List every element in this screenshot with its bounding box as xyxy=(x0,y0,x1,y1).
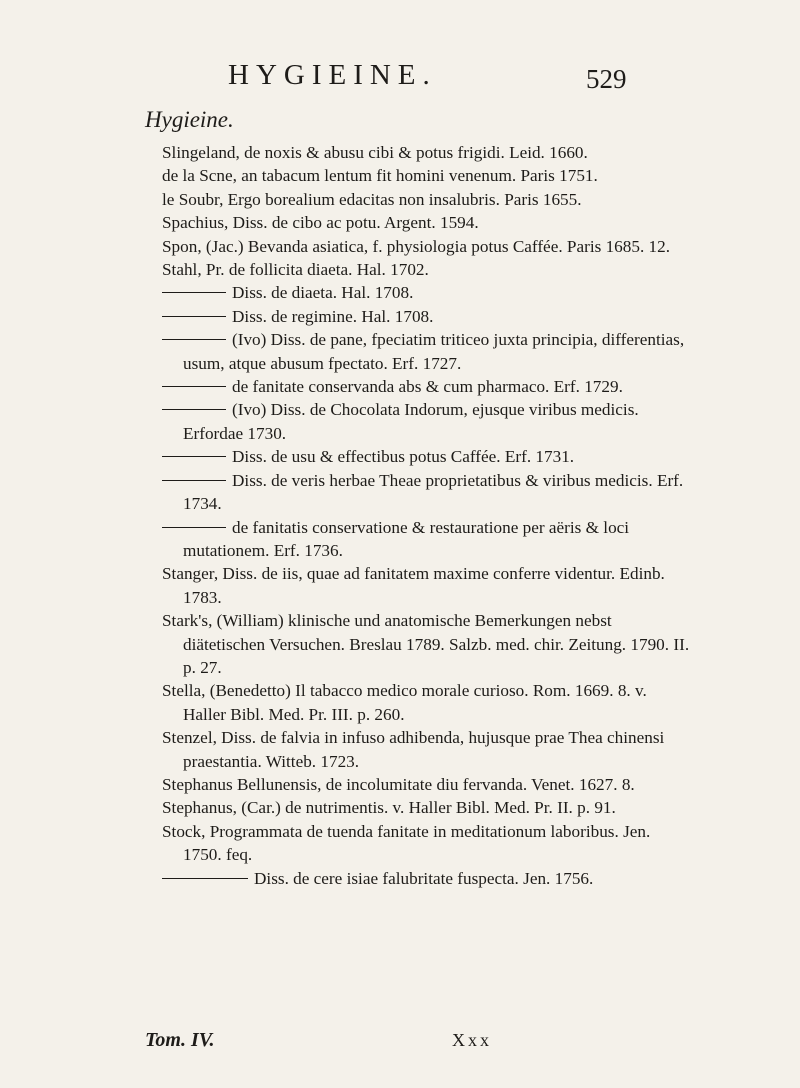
bibliography-entry xyxy=(162,164,692,187)
ditto-dash xyxy=(162,480,226,481)
bibliography-list xyxy=(162,141,692,890)
entry-text: de la Scne, an tabacum lentum fit homini venenum. Paris 1751. xyxy=(162,166,598,186)
entry-text: Stock, Programmata de tuenda fanitate in meditationum laboribus. Jen. 1750. feq. xyxy=(162,821,651,865)
entry-text: Stahl, Pr. de follicita diaeta. Hal. 1702. xyxy=(162,260,429,280)
bibliography-subentry xyxy=(162,375,692,398)
bibliography-entry xyxy=(162,562,692,609)
bibliography-entry xyxy=(162,211,692,234)
page-number: 529 xyxy=(586,64,627,94)
bibliography-subentry xyxy=(162,328,692,375)
running-head xyxy=(0,60,800,100)
ditto-dash xyxy=(162,386,226,387)
volume-mark: Tom. IV. xyxy=(145,1029,215,1051)
bibliography-subentry xyxy=(162,305,692,328)
page-footer xyxy=(0,1029,800,1057)
ditto-dash xyxy=(162,878,248,879)
entry-text: Stephanus Bellunensis, de incolumitate diu fervanda. Venet. 1627. 8. xyxy=(162,774,635,794)
entry-text: Spon, (Jac.) Bevanda asiatica, f. physiologia potus Caffée. Paris 1685. 12. xyxy=(162,236,671,256)
entry-text: Diss. de veris herbae Theae proprietatibus & viribus medicis. Erf. 1734. xyxy=(183,470,684,514)
bibliography-entry xyxy=(162,258,692,281)
signature-mark: Xxx xyxy=(452,1030,492,1050)
entry-text: Stella, (Benedetto) Il tabacco medico morale curioso. Rom. 1669. 8. v. Haller Bibl. Med. Pr. III. p. 260. xyxy=(162,681,647,724)
bibliography-entry xyxy=(162,796,692,819)
ditto-dash xyxy=(162,456,226,457)
bibliography-entry xyxy=(162,235,692,258)
bibliography-entry xyxy=(162,609,692,679)
bibliography-subentry xyxy=(162,469,692,516)
entry-text: (Ivo) Diss. de Chocolata Indorum, ejusque viribus medicis. Erfordae 1730. xyxy=(183,400,639,443)
entry-text: Diss. de diaeta. Hal. 1708. xyxy=(232,283,414,303)
entry-text: Stark's, (William) klinische und anatomische Bemerkungen nebst diätetischen Versuchen. Breslau 1789. Salzb. med. chir. Zeitung. 1790. II. p. 27. xyxy=(162,611,690,677)
bibliography-subentry xyxy=(162,281,692,304)
bibliography-subentry xyxy=(162,398,692,445)
entry-text: de fanitate conservanda abs & cum pharmaco. Erf. 1729. xyxy=(232,377,623,397)
running-title: HYGIEINE. xyxy=(228,59,437,91)
entry-text: Stenzel, Diss. de falvia in infuso adhibenda, hujusque prae Thea chinensi praestantia. Witteb. 1723. xyxy=(162,728,665,771)
entry-text: (Ivo) Diss. de pane, fpeciatim triticeo juxta principia, differentias, usum, atque abusum fpectato. Erf. 1727. xyxy=(183,330,685,373)
bibliography-entry xyxy=(162,679,692,726)
entry-text: Slingeland, de noxis & abusu cibi & potus frigidi. Leid. 1660. xyxy=(162,143,588,162)
ditto-dash xyxy=(162,527,226,528)
bibliography-entry xyxy=(162,820,692,867)
entry-text: Diss. de regimine. Hal. 1708. xyxy=(232,306,434,326)
entry-text: Stephanus, (Car.) de nutrimentis. v. Haller Bibl. Med. Pr. II. p. 91. xyxy=(162,798,616,818)
bibliography-entry xyxy=(162,773,692,796)
entry-text: Diss. de cere isiae falubritate fuspecta. Jen. 1756. xyxy=(254,868,594,888)
ditto-dash xyxy=(162,339,226,340)
ditto-dash xyxy=(162,292,226,293)
entry-text: Spachius, Diss. de cibo ac potu. Argent. 1594. xyxy=(162,213,479,233)
section-heading: Hygieine. xyxy=(145,107,234,132)
ditto-dash xyxy=(162,316,226,317)
bibliography-subentry xyxy=(162,867,692,890)
bibliography-subentry xyxy=(162,516,692,563)
entry-text: le Soubr, Ergo borealium edacitas non insalubris. Paris 1655. xyxy=(162,189,582,209)
bibliography-entry xyxy=(162,188,692,211)
bibliography-entry xyxy=(162,141,692,164)
entry-text: Stanger, Diss. de iis, quae ad fanitatem maxime conferre videntur. Edinb. 1783. xyxy=(162,564,665,607)
bibliography-entry xyxy=(162,726,692,773)
entry-text: de fanitatis conservatione & restauratione per aëris & loci mutationem. Erf. 1736. xyxy=(183,517,630,560)
entry-text: Diss. de usu & effectibus potus Caffée. Erf. 1731. xyxy=(232,447,575,467)
bibliography-subentry xyxy=(162,445,692,468)
ditto-dash xyxy=(162,409,226,410)
